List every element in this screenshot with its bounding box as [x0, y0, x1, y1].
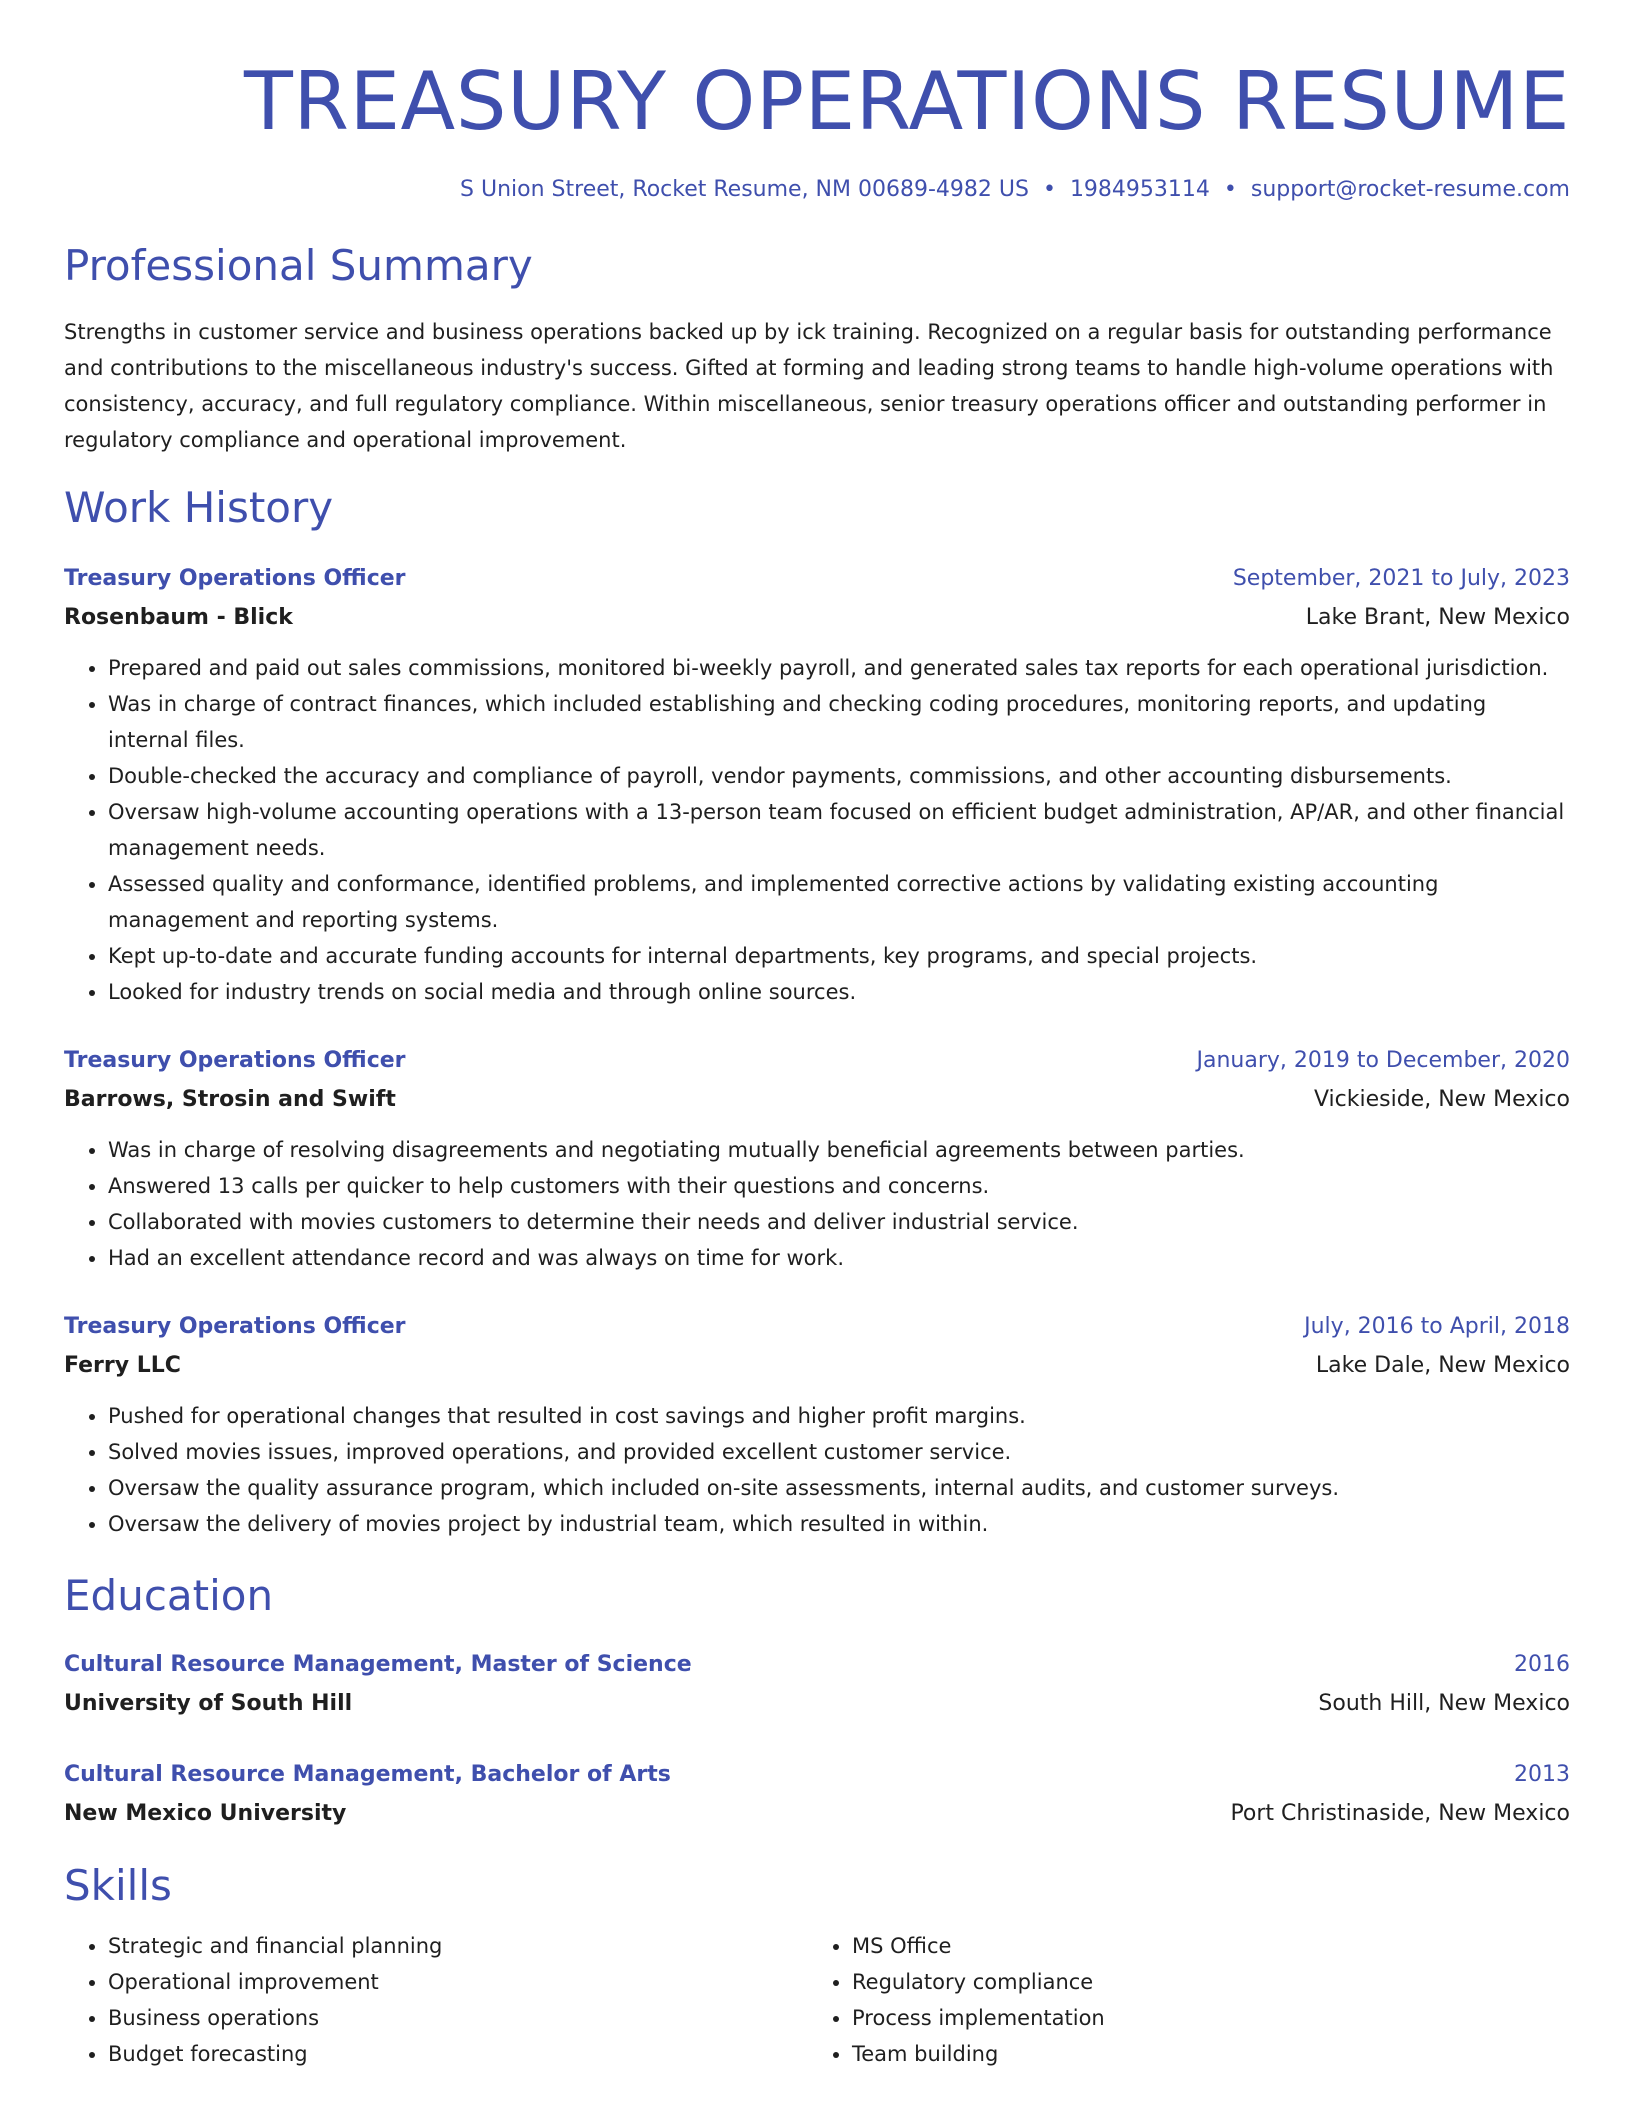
skill-item: • Operational improvement [108, 1964, 808, 2000]
skill-item: • Regulatory compliance [852, 1964, 1552, 2000]
list-item: • Oversaw the quality assurance program, which included on-site assessments, internal audits, and customer surveys. [108, 1470, 1570, 1506]
skill-item: • Strategic and financial planning [108, 1928, 808, 1964]
list-item: • Assessed quality and conformance, identified problems, and implemented corrective actions by validating existing accounting management and reporting systems. [108, 866, 1570, 938]
skill-item: • MS Office [852, 1928, 1552, 1964]
job-company: Ferry LLC [64, 1353, 181, 1378]
list-item: • Was in charge of contract finances, which included establishing and checking coding procedures, monitoring reports, and updating internal files. [108, 686, 1570, 758]
section-title-education: Education [64, 1571, 274, 1620]
work-history-section [64, 480, 1570, 1542]
contact-separator: • [1223, 177, 1237, 202]
job-entry [64, 1308, 1570, 1542]
list-item: • Looked for industry trends on social media and through online sources. [108, 974, 1570, 1010]
education-school: University of South Hill [64, 1691, 353, 1716]
list-item: • Had an excellent attendance record and was always on time for work. [108, 1240, 1570, 1276]
skill-item: • Team building [852, 2036, 1552, 2072]
job-bullets [64, 1132, 1570, 1276]
skill-item: • Process implementation [852, 2000, 1552, 2036]
job-role: Treasury Operations Officer [64, 1048, 406, 1073]
list-item: • Prepared and paid out sales commissions, monitored bi-weekly payroll, and generated sales tax reports for each operational jurisdiction. [108, 650, 1570, 686]
list-item: • Oversaw the delivery of movies project by industrial team, which resulted in within. [108, 1506, 1570, 1542]
resume-title: TREASURY OPERATIONS RESUME [244, 55, 1570, 148]
job-location: Lake Brant, New Mexico [1305, 605, 1570, 630]
contact-phone: 1984953114 [1069, 177, 1210, 202]
education-entry [64, 1756, 1570, 1834]
section-title-skills: Skills [64, 1861, 172, 1910]
skills-columns [64, 1928, 1570, 2072]
education-school: New Mexico University [64, 1801, 347, 1826]
contact-email[interactable]: support@rocket-resume.com [1250, 177, 1570, 202]
job-entry [64, 560, 1570, 1010]
skill-item: • Budget forecasting [108, 2036, 808, 2072]
list-item: • Solved movies issues, improved operations, and provided excellent customer service. [108, 1434, 1570, 1470]
job-entry [64, 1042, 1570, 1276]
job-dates: September, 2021 to July, 2023 [1232, 566, 1570, 591]
list-item: • Double-checked the accuracy and compliance of payroll, vendor payments, commissions, and other accounting disbursements. [108, 758, 1570, 794]
section-title-summary: Professional Summary [64, 241, 533, 290]
list-item: • Collaborated with movies customers to determine their needs and deliver industrial service. [108, 1204, 1570, 1240]
education-year: 2013 [1514, 1762, 1570, 1787]
skills-list-left [64, 1928, 808, 2072]
contact-separator: • [1042, 177, 1056, 202]
list-item: • Oversaw high-volume accounting operations with a 13-person team focused on efficient budget administration, AP/AR, and other financial management needs. [108, 794, 1570, 866]
list-item: • Answered 13 calls per quicker to help customers with their questions and concerns. [108, 1168, 1570, 1204]
education-location: Port Christinaside, New Mexico [1230, 1801, 1570, 1826]
summary-text: Strengths in customer service and business operations backed up by ick training. Recognized on a regular basis for outstanding performance and contributions to the miscellaneous industry's success. Gifted at forming and leading strong teams to handle high-volume operations with consistency, accuracy, and full regulatory compliance. Within miscellaneous, senior treasury operations officer and outstanding performer in regulatory compliance and operational improvement. [64, 320, 1554, 452]
job-company: Barrows, Strosin and Swift [64, 1087, 396, 1112]
education-entry [64, 1646, 1570, 1724]
resume-page [64, 0, 1570, 2072]
education-location: South Hill, New Mexico [1318, 1691, 1570, 1716]
job-location: Lake Dale, New Mexico [1315, 1353, 1570, 1378]
skills-section [64, 1858, 1570, 2072]
section-title-work-history: Work History [64, 483, 334, 532]
contact-address: S Union Street, Rocket Resume, NM 00689-4982 US [460, 177, 1029, 202]
education-section [64, 1568, 1570, 1834]
job-role: Treasury Operations Officer [64, 1314, 406, 1339]
job-company: Rosenbaum - Blick [64, 605, 293, 630]
professional-summary-section [64, 238, 1570, 458]
list-item: • Pushed for operational changes that resulted in cost savings and higher profit margins. [108, 1398, 1570, 1434]
job-dates: July, 2016 to April, 2018 [1304, 1314, 1570, 1339]
skill-item: • Business operations [108, 2000, 808, 2036]
job-bullets [64, 1398, 1570, 1542]
job-dates: January, 2019 to December, 2020 [1196, 1048, 1570, 1073]
job-location: Vickieside, New Mexico [1313, 1087, 1570, 1112]
education-degree: Cultural Resource Management, Bachelor of Arts [64, 1762, 671, 1787]
contact-line [64, 172, 1570, 208]
education-year: 2016 [1514, 1652, 1570, 1677]
list-item: • Was in charge of resolving disagreements and negotiating mutually beneficial agreements between parties. [108, 1132, 1570, 1168]
education-degree: Cultural Resource Management, Master of Science [64, 1652, 692, 1677]
list-item: • Kept up-to-date and accurate funding accounts for internal departments, key programs, and special projects. [108, 938, 1570, 974]
job-role: Treasury Operations Officer [64, 566, 406, 591]
skills-list-right [808, 1928, 1552, 2072]
job-bullets [64, 650, 1570, 1010]
